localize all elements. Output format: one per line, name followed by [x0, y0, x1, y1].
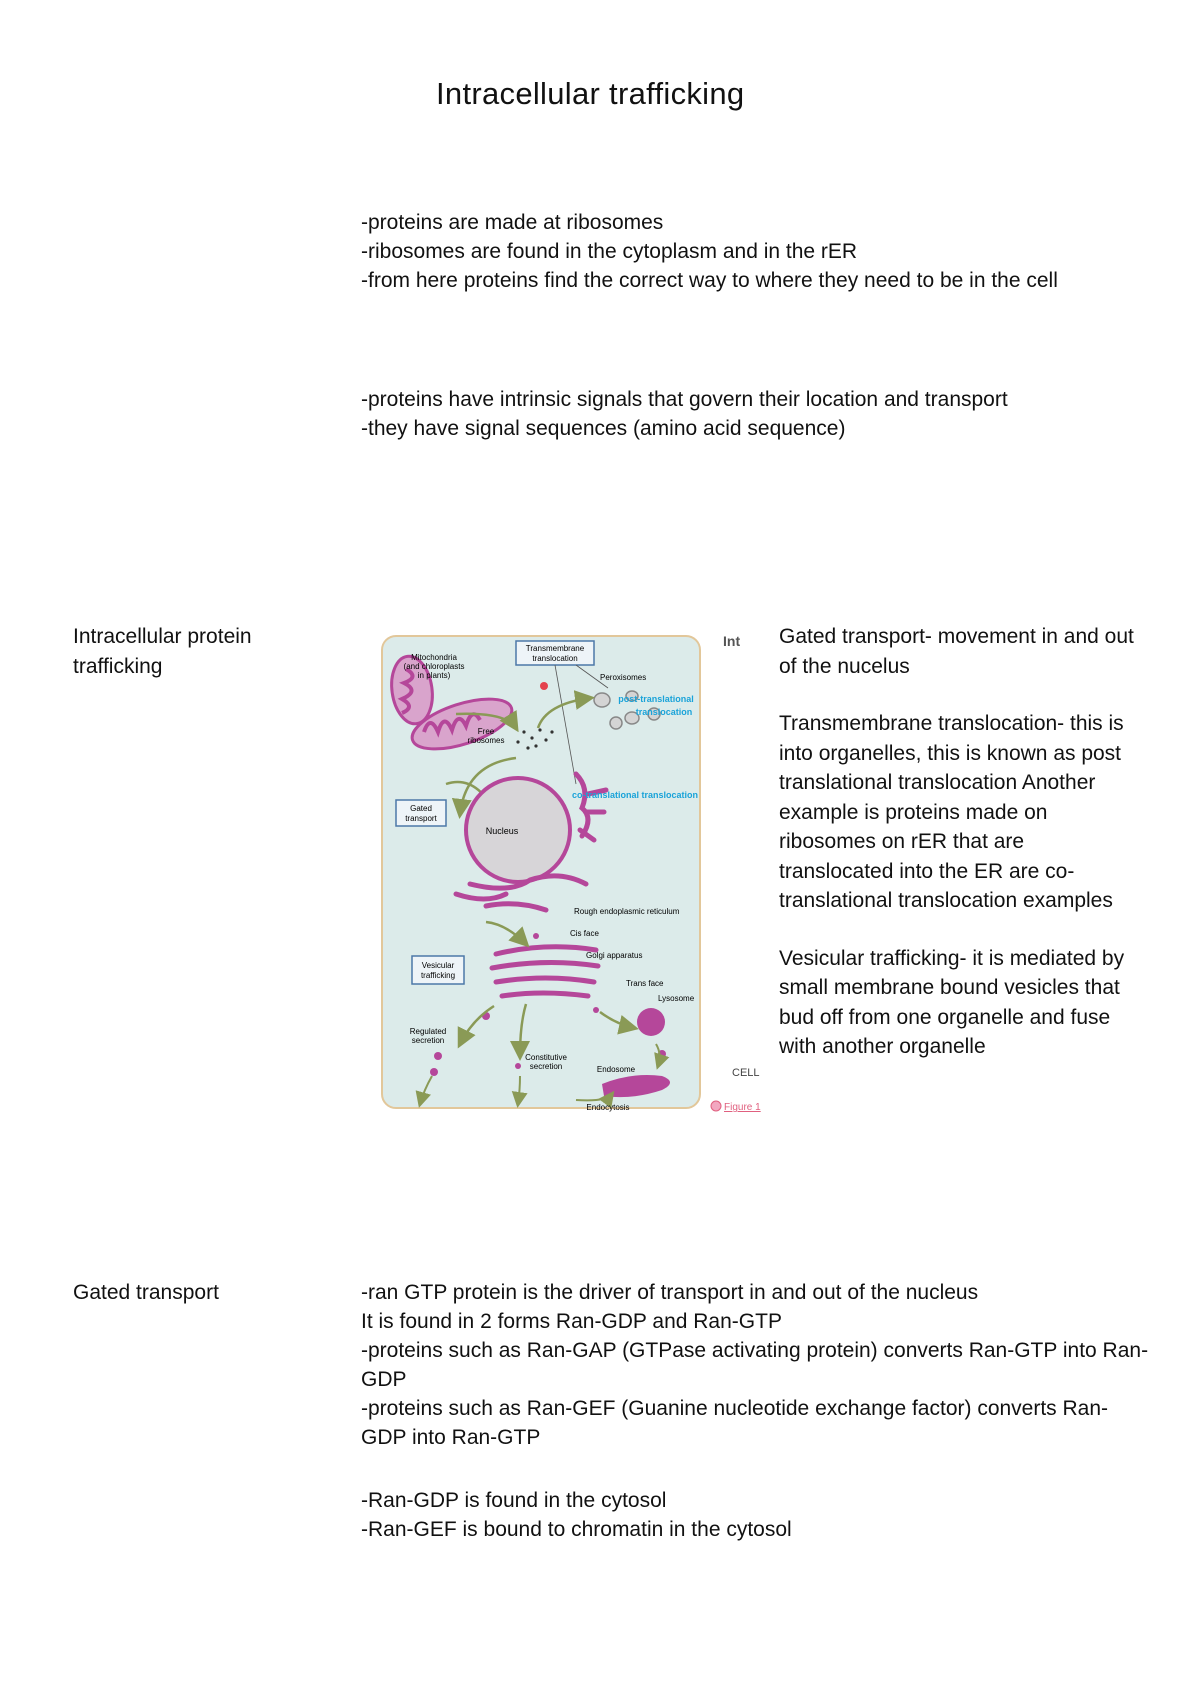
label-gated1: Gated	[410, 804, 432, 813]
label-vesicular2: trafficking	[420, 971, 456, 980]
label-figure: Figure 1	[724, 1102, 761, 1112]
label-translocation: translocation	[532, 654, 578, 663]
gated-line: It is found in 2 forms Ran-GDP and Ran-GTP	[361, 1310, 782, 1333]
cell-diagram	[376, 624, 766, 1112]
label-post-trans1: post-translational	[618, 694, 694, 704]
label-int: Int	[723, 633, 741, 649]
label-constitutive2: secretion	[529, 1062, 563, 1071]
label-cis-face: Cis face	[570, 929, 599, 938]
section-label-protein-trafficking: Intracellular protein trafficking	[73, 625, 252, 678]
gated-line: -Ran-GDP is found in the cytosol	[361, 1489, 667, 1512]
intro-group-1	[361, 208, 1058, 295]
intro-group-2	[361, 385, 1008, 443]
label-rough-er: Rough endoplasmic reticulum	[574, 907, 680, 916]
gated-transport-lines-2	[361, 1486, 792, 1544]
label-post-trans2: translocation	[635, 707, 693, 717]
label-constitutive1: Constitutive	[525, 1053, 567, 1062]
label-golgi: Golgi apparatus	[586, 951, 643, 960]
intro-line: -proteins have intrinsic signals that govern their location and transport	[361, 388, 1008, 411]
label-vesicular1: Vesicular	[421, 961, 455, 970]
red-dot	[540, 682, 548, 690]
note-vesicular: Vesicular trafficking- it is mediated by small membrane bound vesicles that bud off from one organelle and fuse with another organelle	[779, 946, 1125, 1058]
intro-line: -they have signal sequences (amino acid sequence)	[361, 417, 846, 440]
gated-line: -proteins such as Ran-GEF (Guanine nucleotide exchange factor) converts Ran-GDP into Ran-GTP	[361, 1397, 1109, 1449]
gated-line: -Ran-GEF is bound to chromatin in the cytosol	[361, 1518, 792, 1541]
label-endocytosis: Endocytosis	[586, 1103, 630, 1112]
label-peroxisomes: Peroxisomes	[600, 673, 647, 682]
label-nucleus: Nucleus	[485, 826, 519, 836]
figure-marker-icon	[711, 1101, 721, 1111]
label-mito-sub2: in plants)	[417, 671, 451, 680]
protein-trafficking-notes	[779, 622, 1141, 1090]
intro-line: -ribosomes are found in the cytoplasm and in the rER	[361, 240, 858, 263]
intro-line: -from here proteins find the correct way to where they need to be in the cell	[361, 269, 1058, 292]
note-transmembrane: Transmembrane translocation- this is into organelles, this is known as post translational translocation Another example is proteins made on ribosomes on rER that are translocated into the ER are co-translational translocation examples	[779, 712, 1124, 912]
page-title: Intracellular trafficking	[436, 76, 745, 111]
label-lysosome: Lysosome	[658, 994, 695, 1003]
section-label-gated-transport: Gated transport	[73, 1281, 219, 1304]
label-mitochondria: Mitochondria	[411, 653, 457, 662]
label-regulated2: secretion	[411, 1036, 445, 1045]
label-cell: CELL	[732, 1067, 760, 1079]
label-free-ribo2: ribosomes	[467, 736, 505, 745]
label-free-ribo1: Free	[477, 727, 495, 736]
label-regulated1: Regulated	[409, 1027, 447, 1036]
label-trans-face: Trans face	[626, 979, 664, 988]
intro-line: -proteins are made at ribosomes	[361, 211, 664, 234]
label-endosome: Endosome	[596, 1065, 636, 1074]
lysosome-icon	[637, 1008, 665, 1036]
label-transmembrane: Transmembrane	[525, 644, 585, 653]
gated-line: -proteins such as Ran-GAP (GTPase activating protein) converts Ran-GTP into Ran-GDP	[361, 1339, 1149, 1391]
gated-line: -ran GTP protein is the driver of transport in and out of the nucleus	[361, 1281, 979, 1304]
note-gated-transport: Gated transport- movement in and out of the nucelus	[779, 625, 1134, 678]
label-co-trans: co-translational translocation	[572, 790, 699, 800]
label-mito-sub1: (and chloroplasts	[403, 662, 465, 671]
gated-transport-lines	[361, 1278, 1151, 1452]
label-gated2: transport	[405, 814, 437, 823]
